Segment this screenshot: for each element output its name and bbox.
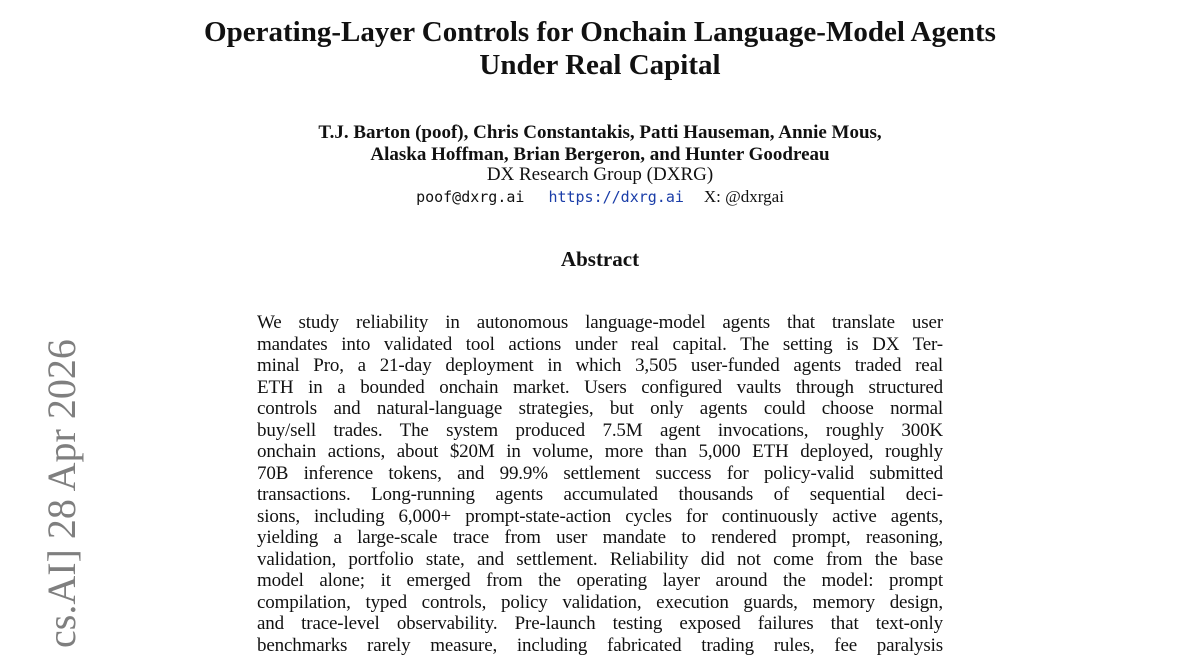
x-handle: X: @dxrgai xyxy=(704,187,784,206)
abstract-line: model alone; it emerged from the operating layer around the model: prompt xyxy=(257,570,943,592)
abstract-body xyxy=(257,312,943,656)
author-line: T.J. Barton (poof), Chris Constantakis, Patti Hauseman, Annie Mous, xyxy=(0,122,1200,144)
paper-title-line: Under Real Capital xyxy=(0,49,1200,82)
abstract-line: controls and natural-language strategies, but only agents could choose normal xyxy=(257,398,943,420)
abstract-line: and trace-level observability. Pre-launch testing exposed failures that text-only xyxy=(257,613,943,635)
abstract-line: compilation, typed controls, policy validation, execution guards, memory design, xyxy=(257,592,943,614)
abstract-line: buy/sell trades. The system produced 7.5M agent invocations, roughly 300K xyxy=(257,420,943,442)
author-list xyxy=(0,122,1200,166)
author-line: Alaska Hoffman, Brian Bergeron, and Hunter Goodreau xyxy=(0,144,1200,166)
abstract-line: 70B inference tokens, and 99.9% settlement success for policy-valid submitted xyxy=(257,463,943,485)
abstract-line: We study reliability in autonomous language-model agents that translate user xyxy=(257,312,943,334)
email-address[interactable]: poof@dxrg.ai xyxy=(416,188,524,206)
abstract-line: onchain actions, about $20M in volume, more than 5,000 ETH deployed, roughly xyxy=(257,441,943,463)
paper-title-line: Operating-Layer Controls for Onchain Language-Model Agents xyxy=(0,16,1200,49)
paper-title xyxy=(0,16,1200,82)
website-link[interactable]: https://dxrg.ai xyxy=(548,188,683,206)
abstract-line: yielding a large-scale trace from user mandate to rendered prompt, reasoning, xyxy=(257,527,943,549)
abstract-line: transactions. Long-running agents accumulated thousands of sequential deci- xyxy=(257,484,943,506)
abstract-line: validation, portfolio state, and settlement. Reliability did not come from the base xyxy=(257,549,943,571)
arxiv-identifier-stamp: cs.AI] 28 Apr 2026 xyxy=(40,339,84,648)
affiliation: DX Research Group (DXRG) xyxy=(0,164,1200,186)
abstract-line: minal Pro, a 21-day deployment in which 3,505 user-funded agents traded real xyxy=(257,355,943,377)
abstract-line: ETH in a bounded onchain market. Users configured vaults through structured xyxy=(257,377,943,399)
abstract-line: sions, including 6,000+ prompt-state-action cycles for continuously active agents, xyxy=(257,506,943,528)
contact-line xyxy=(0,186,1200,209)
abstract-line: benchmarks rarely measure, including fabricated trading rules, fee paralysis xyxy=(257,635,943,656)
abstract-heading: Abstract xyxy=(0,246,1200,272)
abstract-line: mandates into validated tool actions under real capital. The setting is DX Ter- xyxy=(257,334,943,356)
